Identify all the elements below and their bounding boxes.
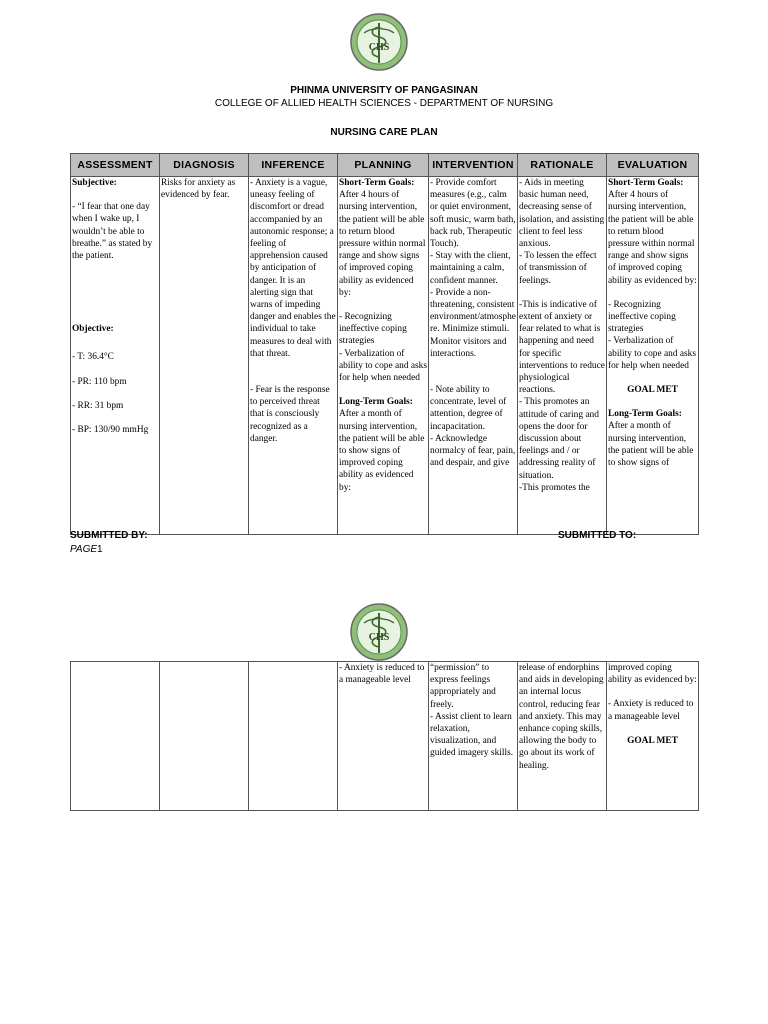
logo-letters-page2: CHS bbox=[368, 632, 390, 643]
diagnosis-text: Risks for anxiety as evidenced by fear. bbox=[161, 178, 238, 201]
evaluation-stg-items: - Recognizing ineffective coping strategies - Verbalization of ability to cope and asks for help when needed bbox=[608, 299, 697, 371]
vital-pulse: - PR: 110 bpm bbox=[72, 376, 127, 387]
chs-logo bbox=[350, 13, 408, 71]
evaluation-stg-label: Short-Term Goals: bbox=[608, 178, 684, 188]
page-indicator bbox=[70, 544, 103, 555]
evaluation-cont-item: - Anxiety is reduced to a manageable level bbox=[608, 699, 696, 722]
objective-label: Objective: bbox=[72, 324, 114, 335]
submitted-by-label: SUBMITTED BY: bbox=[70, 530, 148, 541]
assessment-cell-cont bbox=[71, 662, 160, 811]
evaluation-cell bbox=[607, 177, 699, 535]
header-intervention: INTERVENTION bbox=[429, 154, 518, 177]
planning-stg-label: Short-Term Goals: bbox=[339, 178, 415, 188]
evaluation-cont-text: improved coping ability as evidenced by: bbox=[608, 663, 697, 686]
college-name: COLLEGE OF ALLIED HEALTH SCIENCES - DEPARTMENT OF NURSING bbox=[214, 98, 554, 109]
planning-cell-cont bbox=[338, 662, 429, 811]
rationale-cell-cont bbox=[518, 662, 607, 811]
nursing-care-plan-table bbox=[70, 153, 699, 535]
rationale-part2: -This is indicative of extent of anxiety or fear related to what is happening and need for specific interventions to reduce physiological reactions. - This promotes an attitude of caring and opens the door for discussion about feelings and / or addressing reality of situation. -This promotes the bbox=[519, 299, 605, 493]
vital-respiration: - RR: 31 bpm bbox=[72, 400, 124, 411]
rationale-cell bbox=[518, 177, 607, 535]
planning-stg-text: After 4 hours of nursing intervention, the patient will be able to return blood pressure within normal range and show signs of improved coping ability as evidenced by: bbox=[339, 190, 428, 298]
evaluation-ltg-text: After a month of nursing intervention, the patient will be able to show signs of bbox=[608, 421, 696, 469]
intervention-cell bbox=[429, 177, 518, 535]
inference-cell bbox=[249, 177, 338, 535]
header-diagnosis: DIAGNOSIS bbox=[160, 154, 249, 177]
rationale-part1: - Aids in meeting basic human need, decreasing sense of isolation, and assisting client to feel less anxious. - To lessen the effect of transmission of feelings. bbox=[519, 178, 605, 286]
header-evaluation: EVALUATION bbox=[607, 154, 699, 177]
planning-stg-items: - Recognizing ineffective coping strategies - Verbalization of ability to cope and asks for help when needed bbox=[339, 312, 428, 384]
page-word: PAGE bbox=[70, 544, 98, 555]
header-rationale: RATIONALE bbox=[518, 154, 607, 177]
goal-met-badge-2: GOAL MET bbox=[627, 735, 678, 746]
intervention-part2: - Note ability to concentrate, level of attention, degree of incapacitation. - Acknowledge normalcy of fear, pain, and despair, and give bbox=[430, 385, 516, 469]
vital-temperature: - T: 36.4°C bbox=[72, 352, 114, 363]
chs-logo-page2 bbox=[350, 603, 408, 661]
table-header-row bbox=[71, 154, 699, 177]
planning-cell bbox=[338, 177, 429, 535]
vital-blood-pressure: - BP: 130/90 mmHg bbox=[72, 425, 149, 436]
inference-anxiety: - Anxiety is a vague, uneasy feeling of discomfort or dread accompanied by an autonomic response; a feeling of apprehension caused by anticipation of danger. It is an alerting sign that warns of impeding danger and enables the individual to take measures to deal with that threat. bbox=[250, 178, 338, 359]
evaluation-stg-text: After 4 hours of nursing intervention, the patient will be able to return blood pressure within normal range and show signs of improved coping ability as evidenced by: bbox=[608, 190, 697, 286]
planning-ltg-label: Long-Term Goals: bbox=[339, 397, 413, 408]
evaluation-cell-cont bbox=[607, 662, 699, 811]
planning-ltg-text: After a month of nursing intervention, the patient will be able to show signs of improved coping ability as evidenced by: bbox=[339, 409, 427, 493]
assessment-cell bbox=[71, 177, 160, 535]
diagnosis-cell bbox=[160, 177, 249, 535]
nursing-care-plan-table-continued bbox=[70, 661, 699, 811]
submitted-to-label: SUBMITTED TO: bbox=[558, 530, 637, 541]
intervention-part1: - Provide comfort measures (e.g., calm or quiet environment, soft music, warm bath, back rub, Therapeutic Touch). - Stay with the client, maintaining a calm, confident manner. - Provide a non-threatening, consistent environment/atmosphere. Minimize stimuli. Monitor visitors and interactions. bbox=[430, 178, 516, 359]
intervention-cont-text: “permission” to express feelings appropriately and freely. - Assist client to learn relaxation, visualization, and guided imagery skills. bbox=[430, 663, 514, 759]
table-row bbox=[71, 662, 699, 811]
page-number: 1 bbox=[97, 544, 103, 555]
planning-cont-text: - Anxiety is reduced to a manageable level bbox=[339, 663, 427, 686]
evaluation-ltg-label: Long-Term Goals: bbox=[608, 409, 682, 420]
document-title: NURSING CARE PLAN bbox=[330, 127, 438, 138]
diagnosis-cell-cont bbox=[160, 662, 249, 811]
subjective-label: Subjective: bbox=[72, 178, 117, 188]
header-inference: INFERENCE bbox=[249, 154, 338, 177]
table-row bbox=[71, 177, 699, 535]
inference-fear: - Fear is the response to perceived threat that is consciously recognized as a danger. bbox=[250, 385, 333, 444]
intervention-cell-cont bbox=[429, 662, 518, 811]
header-assessment: ASSESSMENT bbox=[71, 154, 160, 177]
inference-cell-cont bbox=[249, 662, 338, 811]
rationale-cont-text: release of endorphins and aids in developing an internal locus control, reducing fear and anxiety. This may enhance coping skills, allowing the body to go about its work of healing. bbox=[519, 663, 606, 771]
subjective-text: - “I fear that one day when I wake up, I wouldn’t be able to breathe.” as stated by the patient. bbox=[72, 202, 155, 262]
logo-letters: CHS bbox=[368, 42, 390, 53]
goal-met-badge: GOAL MET bbox=[627, 385, 678, 396]
header-planning: PLANNING bbox=[338, 154, 429, 177]
university-name: PHINMA UNIVERSITY OF PANGASINAN bbox=[290, 85, 478, 96]
